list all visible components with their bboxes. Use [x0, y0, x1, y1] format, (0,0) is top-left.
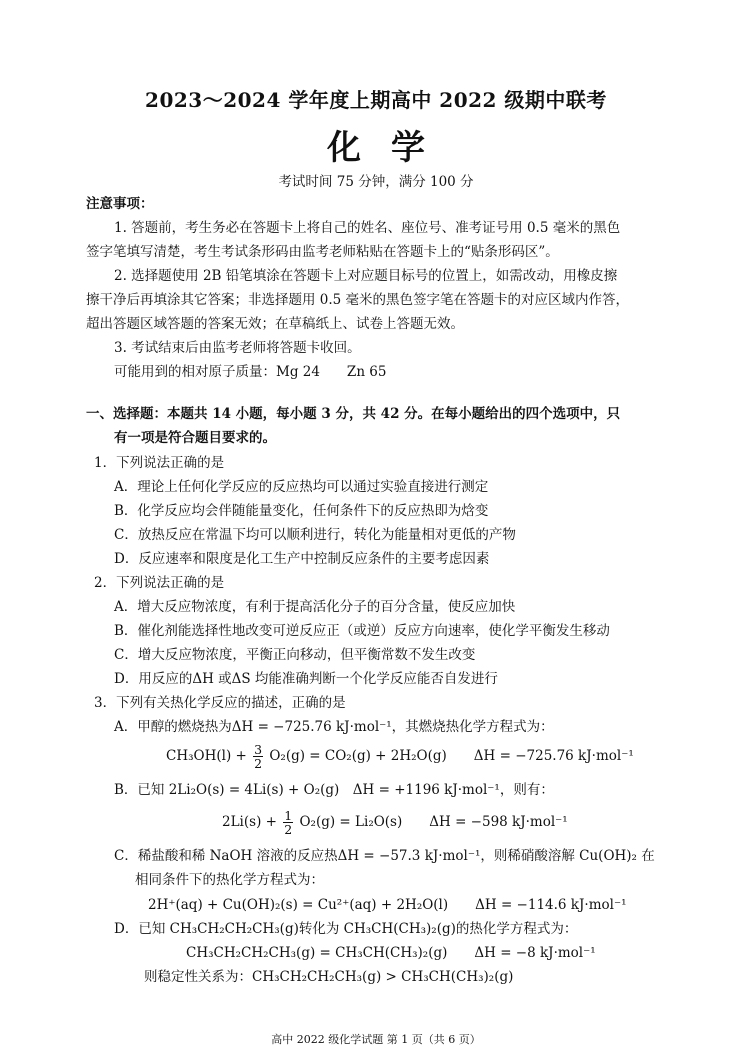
fraction-denominator: 2 [284, 822, 293, 837]
question-3-stem: 3．下列有关热化学反应的描述，正确的是 [94, 695, 346, 711]
question-3-equation-a [166, 738, 634, 774]
equation-b-left: 2Li(s) + [222, 814, 277, 830]
notice-item-2-line-1: 2. 选择题使用 2B 铅笔填涂在答题卡上对应题目标号的位置上，如需改动，用橡皮擦 [114, 268, 618, 284]
notice-item-1-line-1: 1. 答题前，考生务必在答题卡上将自己的姓名、座位号、准考证号用 0.5 毫米的黑色 [114, 220, 621, 236]
question-3-option-a: A．甲醇的燃烧热为ΔH = −725.76 kJ·mol⁻¹，其燃烧热化学方程式为： [114, 719, 554, 735]
notice-item-2-line-3: 超出答题区域答题的答案无效；在草稿纸上、试卷上答题无效。 [86, 316, 464, 332]
question-1-option-c: C．放热反应在常温下均可以顺利进行，转化为能量相对更低的产物 [114, 527, 516, 543]
notice-item-2-line-2: 擦干净后再填涂其它答案；非选择题用 0.5 毫米的黑色签字笔在答题卡的对应区域内作答， [86, 292, 630, 308]
page-footer: 高中 2022 级化学试题 第 1 页（共 6 页） [271, 1033, 481, 1046]
question-1-option-d: D．反应速率和限度是化工生产中控制反应条件的主要考虑因素 [114, 551, 490, 567]
notice-item-3: 3. 考试结束后由监考老师将答题卡收回。 [114, 340, 361, 356]
question-3-option-b: B．已知 2Li₂O(s) = 4Li(s) + O₂(g) ΔH = +1196 kJ·mol⁻¹，则有： [114, 782, 554, 798]
question-2-option-a: A．增大反应物浓度，有利于提高活化分子的百分含量，使反应加快 [114, 599, 516, 615]
equation-b-right: O₂(g) = Li₂O(s) ΔH = −598 kJ·mol⁻¹ [299, 814, 568, 830]
question-2-stem: 2．下列说法正确的是 [94, 575, 225, 591]
exam-title: 2023～2024 学年度上期高中 2022 级期中联考 [145, 88, 607, 112]
question-1-option-b: B．化学反应均会伴随能量变化，任何条件下的反应热即为焓变 [114, 503, 489, 519]
question-1-stem: 1．下列说法正确的是 [94, 455, 225, 471]
fraction-numerator: 3 [254, 742, 263, 757]
subject-title: 化学 [327, 128, 455, 168]
question-3-option-d-line-3: 则稳定性关系为：CH₃CH₂CH₂CH₃(g) > CH₃CH(CH₃)₂(g) [144, 969, 514, 985]
question-3-option-c-line-1: C．稀盐酸和稀 NaOH 溶液的反应热ΔH = −57.3 kJ·mol⁻¹，则稀硝酸溶解 Cu(OH)₂ 在 [114, 848, 655, 864]
question-3-option-c-line-2: 相同条件下的热化学方程式为： [135, 872, 324, 888]
question-3-equation-b [222, 804, 568, 840]
question-2-option-b: B．催化剂能选择性地改变可逆反应正（或逆）反应方向速率，使化学平衡发生移动 [114, 623, 610, 639]
fraction-numerator: 1 [284, 808, 293, 823]
section-1-heading-line-2: 有一项是符合题目要求的。 [114, 430, 276, 446]
question-2-option-d: D．用反应的ΔH 或ΔS 均能准确判断一个化学反应能否自发进行 [114, 671, 498, 687]
fraction-denominator: 2 [254, 756, 263, 771]
notice-heading: 注意事项： [86, 196, 154, 212]
equation-a-left: CH₃OH(l) + [166, 748, 247, 764]
question-3-equation-d: CH₃CH₂CH₂CH₃(g) = CH₃CH(CH₃)₂(g) ΔH = −8 kJ·mol⁻¹ [186, 945, 596, 961]
question-2-option-c: C．增大反应物浓度，平衡正向移动，但平衡常数不发生改变 [114, 647, 476, 663]
notice-item-1-line-2: 签字笔填写清楚，考生考试条形码由监考老师粘贴在答题卡上的“贴条形码区”。 [86, 244, 559, 260]
question-3-option-d-line-1: D．已知 CH₃CH₂CH₂CH₃(g)转化为 CH₃CH(CH₃)₂(g)的热化学方程式为： [114, 921, 578, 937]
fraction-three-halves [253, 743, 263, 770]
equation-a-right: O₂(g) = CO₂(g) + 2H₂O(g) ΔH = −725.76 kJ·mol⁻¹ [269, 748, 634, 764]
question-1-option-a: A．理论上任何化学反应的反应热均可以通过实验直接进行测定 [114, 479, 489, 495]
time-info: 考试时间 75 分钟，满分 100 分 [278, 174, 474, 190]
atomic-mass-info: 可能用到的相对原子质量：Mg 24 Zn 65 [114, 364, 387, 380]
question-3-equation-c: 2H⁺(aq) + Cu(OH)₂(s) = Cu²⁺(aq) + 2H₂O(l) ΔH = −114.6 kJ·mol⁻¹ [148, 897, 627, 913]
fraction-one-half [283, 809, 293, 836]
section-1-heading-line-1: 一、选择题：本题共 14 小题，每小题 3 分，共 42 分。在每小题给出的四个选项中，只 [86, 406, 621, 422]
